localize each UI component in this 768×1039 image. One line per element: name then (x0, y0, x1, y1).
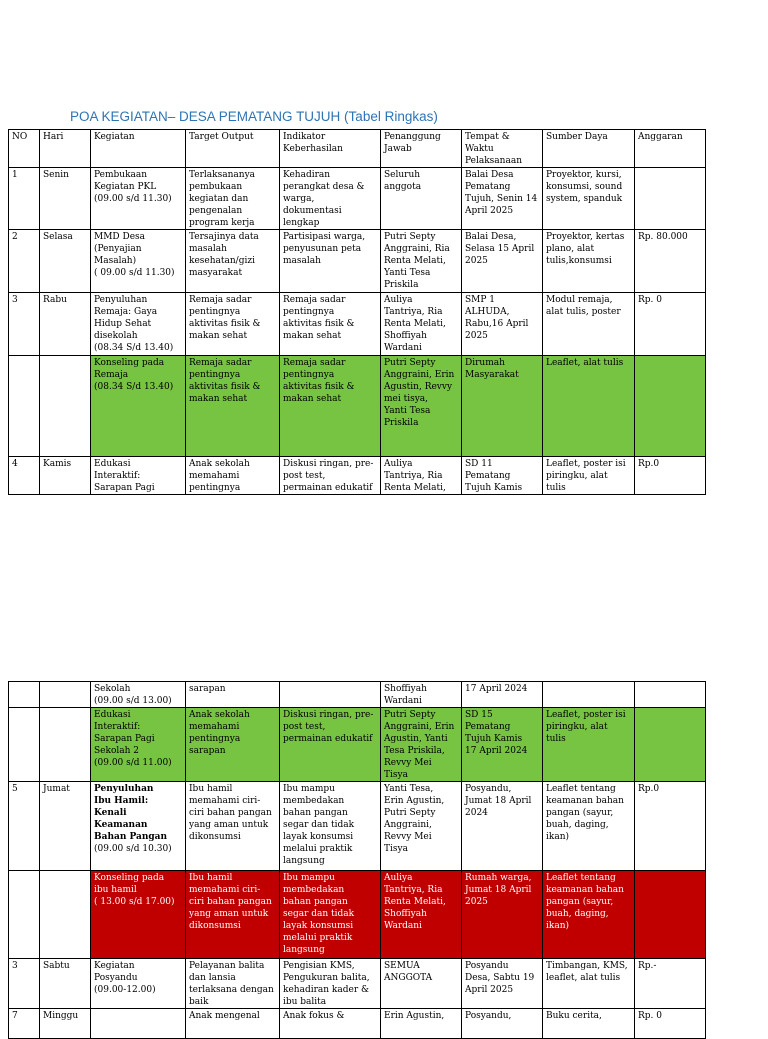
cell-indikator-keberhasilan-text: Remaja sadar pentingnya aktivitas fisik & makan sehat (283, 358, 355, 404)
cell-sumber-daya-text: Timbangan, KMS, leaflet, alat tulis (546, 961, 628, 983)
cell-hari-text: Senin (43, 170, 69, 180)
cell-indikator-keberhasilan (280, 168, 381, 230)
cell-penanggung-jawab (381, 168, 462, 230)
cell-tempat-waktu (462, 871, 543, 959)
cell-indikator-keberhasilan (280, 782, 381, 871)
cell-tempat-waktu-text: SD 15 Pematang Tujuh Kamis 17 April 2024 (465, 710, 528, 756)
cell-kegiatan (91, 293, 186, 356)
cell-no-text: 7 (12, 1011, 18, 1021)
cell-anggaran (635, 871, 706, 959)
cell-sumber-daya-text: Modul remaja, alat tulis, poster (546, 295, 621, 317)
cell-anggaran (635, 782, 706, 871)
cell-kegiatan (91, 959, 186, 1009)
cell-indikator-keberhasilan-text: Diskusi ringan, pre- post test, permainan edukatif (283, 459, 374, 493)
cell-no (9, 168, 40, 230)
header-indikator-keberhasilan-text: Indikator Keberhasilan (283, 132, 343, 154)
cell-sumber-daya-text: Leaflet tentang keamanan bahan pangan (sayur, buah, daging, ikan) (546, 784, 624, 842)
cell-hari-text: Rabu (43, 295, 67, 305)
cell-target-output (186, 230, 280, 293)
cell-target-output (186, 168, 280, 230)
cell-sumber-daya-text: Buku cerita, (546, 1011, 602, 1021)
cell-penanggung-jawab (381, 959, 462, 1009)
header-indikator-keberhasilan (280, 130, 381, 168)
cell-sumber-daya (543, 457, 635, 495)
cell-indikator-keberhasilan-text: Ibu mampu membedakan bahan pangan segar dan tidak layak konsumsi melalui praktik langsung (283, 873, 355, 955)
cell-hari-text: Jumat (43, 784, 70, 794)
cell-sumber-daya (543, 782, 635, 871)
cell-anggaran (635, 168, 706, 230)
cell-no (9, 356, 40, 457)
header-hari-text: Hari (43, 132, 64, 142)
page-title: POA KEGIATAN– DESA PEMATANG TUJUH (Tabel Ringkas) (70, 109, 438, 124)
cell-penanggung-jawab (381, 782, 462, 871)
cell-tempat-waktu-text: Dirumah Masyarakat (465, 358, 519, 380)
cell-tempat-waktu (462, 682, 543, 708)
header-no (9, 130, 40, 168)
cell-target-output-text: Pelayanan balita dan lansia terlaksana dengan baik (189, 961, 274, 1007)
cell-target-output (186, 782, 280, 871)
cell-kegiatan-text: Konseling pada ibu hamil ( 13.00 s/d 17.00) (94, 873, 175, 907)
cell-anggaran-text: Rp. 80.000 (638, 232, 688, 242)
cell-penanggung-jawab (381, 708, 462, 782)
cell-target-output-text: Remaja sadar pentingnya aktivitas fisik & makan sehat (189, 358, 261, 404)
cell-indikator-keberhasilan-text: Anak fokus & (283, 1011, 345, 1021)
cell-tempat-waktu (462, 230, 543, 293)
cell-hari-text: Minggu (43, 1011, 79, 1021)
cell-hari (40, 959, 91, 1009)
cell-tempat-waktu (462, 708, 543, 782)
cell-tempat-waktu-text: 17 April 2024 (465, 684, 528, 694)
cell-kegiatan-time: (09.00 s/d 10.30) (94, 844, 172, 854)
cell-indikator-keberhasilan (280, 356, 381, 457)
cell-kegiatan-text: MMD Desa (Penyajian Masalah) ( 09.00 s/d 11.30) (94, 232, 175, 278)
cell-penanggung-jawab-text: Auliya Tantriya, Ria Renta Melati, Shoffiyah Wardani (384, 873, 446, 931)
cell-no (9, 682, 40, 708)
table-row (9, 871, 706, 959)
table-row (9, 168, 706, 230)
cell-anggaran (635, 293, 706, 356)
cell-tempat-waktu-text: Balai Desa, Selasa 15 April 2025 (465, 232, 535, 266)
cell-target-output (186, 871, 280, 959)
header-penanggung-jawab-text: Penanggung Jawab (384, 132, 441, 154)
cell-target-output (186, 708, 280, 782)
cell-anggaran (635, 230, 706, 293)
cell-no (9, 871, 40, 959)
cell-no-text: 4 (12, 459, 18, 469)
cell-target-output (186, 682, 280, 708)
header-tempat-waktu (462, 130, 543, 168)
cell-no-text: 3 (12, 961, 18, 971)
cell-indikator-keberhasilan (280, 959, 381, 1009)
table-row (9, 457, 706, 495)
cell-tempat-waktu-text: SD 11 Pematang Tujuh Kamis (465, 459, 523, 493)
cell-penanggung-jawab-text: Putri Septy Anggraini, Erin Agustin, Revvy mei tisya, Yanti Tesa Priskila (384, 358, 455, 428)
cell-indikator-keberhasilan (280, 293, 381, 356)
cell-kegiatan (91, 871, 186, 959)
cell-tempat-waktu-text: Balai Desa Pematang Tujuh, Senin 14 April 2025 (465, 170, 538, 216)
cell-no (9, 457, 40, 495)
header-target-output (186, 130, 280, 168)
poa-table-part-2 (8, 681, 706, 1039)
cell-kegiatan (91, 708, 186, 782)
cell-penanggung-jawab-text: Auliya Tantriya, Ria Renta Melati, (384, 459, 446, 493)
cell-kegiatan-text: Konseling pada Remaja (08.34 S/d 13.40) (94, 358, 174, 392)
cell-sumber-daya (543, 230, 635, 293)
cell-anggaran (635, 356, 706, 457)
cell-penanggung-jawab-text: Putri Septy Anggraini, Ria Renta Melati, Yanti Tesa Priskila (384, 232, 450, 290)
poa-table-part-1 (8, 129, 706, 495)
header-anggaran (635, 130, 706, 168)
cell-target-output (186, 457, 280, 495)
header-penanggung-jawab (381, 130, 462, 168)
cell-indikator-keberhasilan (280, 457, 381, 495)
cell-hari (40, 782, 91, 871)
cell-no (9, 708, 40, 782)
cell-anggaran (635, 959, 706, 1009)
cell-no-text: 1 (12, 170, 18, 180)
cell-kegiatan-text: Penyuluhan Remaja: Gaya Hidup Sehat disekolah (08.34 S/d 13.40) (94, 295, 174, 353)
cell-anggaran (635, 682, 706, 708)
table-row (9, 293, 706, 356)
cell-no-text: 3 (12, 295, 18, 305)
cell-target-output-text: Terlaksananya pembukaan kegiatan dan pengenalan program kerja (189, 170, 256, 228)
cell-tempat-waktu (462, 782, 543, 871)
cell-sumber-daya (543, 708, 635, 782)
table-row (9, 356, 706, 457)
cell-hari (40, 682, 91, 708)
cell-tempat-waktu (462, 457, 543, 495)
cell-no-text: 2 (12, 232, 18, 242)
cell-kegiatan (91, 356, 186, 457)
cell-target-output-text: Anak sekolah memahami pentingnya sarapan (189, 710, 250, 756)
cell-kegiatan-text: Pembukaan Kegiatan PKL (09.00 s/d 11.30) (94, 170, 172, 204)
cell-sumber-daya (543, 356, 635, 457)
header-sumber-daya-text: Sumber Daya (546, 132, 608, 142)
cell-tempat-waktu-text: SMP 1 ALHUDA, Rabu,16 April 2025 (465, 295, 529, 341)
cell-indikator-keberhasilan (280, 230, 381, 293)
cell-penanggung-jawab (381, 457, 462, 495)
cell-anggaran (635, 457, 706, 495)
cell-indikator-keberhasilan-text: Pengisian KMS, Pengukuran balita, kehadiran kader & ibu balita (283, 961, 370, 1007)
cell-anggaran-text: Rp.0 (638, 784, 660, 794)
header-sumber-daya (543, 130, 635, 168)
cell-no (9, 959, 40, 1009)
table-row (9, 708, 706, 782)
cell-target-output (186, 356, 280, 457)
table-row (9, 782, 706, 871)
cell-tempat-waktu-text: Posyandu, (465, 1011, 512, 1021)
cell-sumber-daya-text: Leaflet tentang keamanan bahan pangan (sayur, buah, daging, ikan) (546, 873, 624, 931)
cell-tempat-waktu (462, 168, 543, 230)
cell-target-output-text: Ibu hamil memahami ciri- ciri bahan pangan yang aman untuk dikonsumsi (189, 784, 272, 842)
cell-penanggung-jawab-text: Seluruh anggota (384, 170, 422, 192)
header-anggaran-text: Anggaran (638, 132, 683, 142)
cell-sumber-daya-text: Leaflet, poster isi piringku, alat tulis (546, 710, 626, 744)
cell-anggaran-text: Rp. 0 (638, 295, 662, 305)
cell-target-output-text: Ibu hamil memahami ciri- ciri bahan pangan yang aman untuk dikonsumsi (189, 873, 272, 931)
table-row (9, 959, 706, 1009)
cell-penanggung-jawab (381, 356, 462, 457)
cell-kegiatan-text: Kegiatan Posyandu (09.00-12.00) (94, 961, 156, 995)
cell-hari (40, 708, 91, 782)
cell-hari-text: Selasa (43, 232, 73, 242)
cell-tempat-waktu-text: Posyandu Desa, Sabtu 19 April 2025 (465, 961, 535, 995)
cell-sumber-daya (543, 871, 635, 959)
cell-indikator-keberhasilan (280, 682, 381, 708)
cell-indikator-keberhasilan (280, 871, 381, 959)
cell-penanggung-jawab (381, 293, 462, 356)
cell-no (9, 293, 40, 356)
cell-penanggung-jawab-text: Auliya Tantriya, Ria Renta Melati, Shoffiyah Wardani (384, 295, 446, 353)
cell-target-output (186, 293, 280, 356)
cell-indikator-keberhasilan-text: Ibu mampu membedakan bahan pangan segar dan tidak layak konsumsi melalui praktik langsung (283, 784, 355, 866)
cell-tempat-waktu (462, 959, 543, 1009)
cell-kegiatan-text: Edukasi Interaktif: Sarapan Pagi Sekolah 2 (09.00 s/d 11.00) (94, 710, 172, 768)
cell-sumber-daya (543, 682, 635, 708)
header-kegiatan-text: Kegiatan (94, 132, 135, 142)
cell-target-output-text: Remaja sadar pentingnya aktivitas fisik & makan sehat (189, 295, 261, 341)
cell-anggaran (635, 708, 706, 782)
cell-kegiatan (91, 682, 186, 708)
cell-hari (40, 457, 91, 495)
cell-no (9, 782, 40, 871)
cell-penanggung-jawab-text: SEMUA ANGGOTA (384, 961, 433, 983)
cell-target-output-text: Anak sekolah memahami pentingnya (189, 459, 250, 493)
cell-sumber-daya (543, 168, 635, 230)
cell-no-text: 5 (12, 784, 18, 794)
cell-sumber-daya-text: Proyektor, kertas plano, alat tulis,konsumsi (546, 232, 625, 266)
cell-sumber-daya-text: Leaflet, poster isi piringku, alat tulis (546, 459, 626, 493)
table-row (9, 230, 706, 293)
cell-sumber-daya (543, 293, 635, 356)
cell-sumber-daya-text: Proyektor, kursi, konsumsi, sound system, spanduk (546, 170, 623, 204)
cell-kegiatan (91, 168, 186, 230)
cell-kegiatan-text: Edukasi Interaktif: Sarapan Pagi (94, 459, 155, 493)
header-tempat-waktu-text: Tempat & Waktu Pelaksanaan (465, 132, 522, 166)
cell-hari (40, 293, 91, 356)
cell-indikator-keberhasilan-text: Kehadiran perangkat desa & warga, dokumentasi lengkap (283, 170, 365, 228)
cell-hari (40, 356, 91, 457)
header-no-text: NO (12, 132, 28, 142)
cell-anggaran-text: Rp.0 (638, 459, 660, 469)
cell-tempat-waktu-text: Posyandu, Jumat 18 April 2024 (465, 784, 532, 818)
cell-no (9, 230, 40, 293)
cell-target-output-text: Anak mengenal (189, 1011, 260, 1021)
cell-hari (40, 871, 91, 959)
cell-kegiatan-text: Sekolah (09.00 s/d 13.00) (94, 684, 172, 706)
cell-penanggung-jawab-text: Shoffiyah Wardani (384, 684, 427, 706)
cell-target-output (186, 959, 280, 1009)
cell-kegiatan (91, 782, 186, 871)
cell-hari (40, 168, 91, 230)
cell-indikator-keberhasilan-text: Partisipasi warga, penyusunan peta masalah (283, 232, 366, 266)
table-header-row (9, 130, 706, 168)
cell-kegiatan (91, 457, 186, 495)
cell-anggaran-text: Rp. 0 (638, 1011, 662, 1021)
cell-penanggung-jawab (381, 682, 462, 708)
cell-indikator-keberhasilan-text: Remaja sadar pentingnya aktivitas fisik & makan sehat (283, 295, 355, 341)
header-target-output-text: Target Output (189, 132, 254, 142)
cell-sumber-daya (543, 959, 635, 1009)
cell-hari (40, 230, 91, 293)
cell-tempat-waktu (462, 293, 543, 356)
cell-penanggung-jawab-text: Erin Agustin, (384, 1011, 445, 1021)
table-row (9, 682, 706, 708)
cell-hari-text: Kamis (43, 459, 72, 469)
cell-kegiatan (91, 230, 186, 293)
cell-penanggung-jawab (381, 871, 462, 959)
cell-penanggung-jawab (381, 230, 462, 293)
cell-penanggung-jawab-text: Yanti Tesa, Erin Agustin, Putri Septy Anggraini, Revvy Mei Tisya (384, 784, 445, 854)
cell-target-output-text: sarapan (189, 684, 226, 694)
cell-tempat-waktu-text: Rumah warga, Jumat 18 April 2025 (465, 873, 532, 907)
cell-indikator-keberhasilan (280, 708, 381, 782)
cell-hari-text: Sabtu (43, 961, 70, 971)
cell-kegiatan-title: Penyuluhan Ibu Hamil: Kenali Keamanan Bahan Pangan (94, 784, 168, 842)
cell-indikator-keberhasilan-text: Diskusi ringan, pre- post test, permainan edukatif (283, 710, 374, 744)
cell-target-output-text: Tersajinya data masalah kesehatan/gizi masyarakat (189, 232, 259, 278)
cell-tempat-waktu (462, 356, 543, 457)
header-hari (40, 130, 91, 168)
cell-anggaran-text: Rp.- (638, 961, 657, 971)
cell-sumber-daya-text: Leaflet, alat tulis (546, 358, 624, 368)
cell-penanggung-jawab-text: Putri Septy Anggraini, Erin Agustin, Yanti Tesa Priskila, Revvy Mei Tisya (384, 710, 455, 780)
header-kegiatan (91, 130, 186, 168)
